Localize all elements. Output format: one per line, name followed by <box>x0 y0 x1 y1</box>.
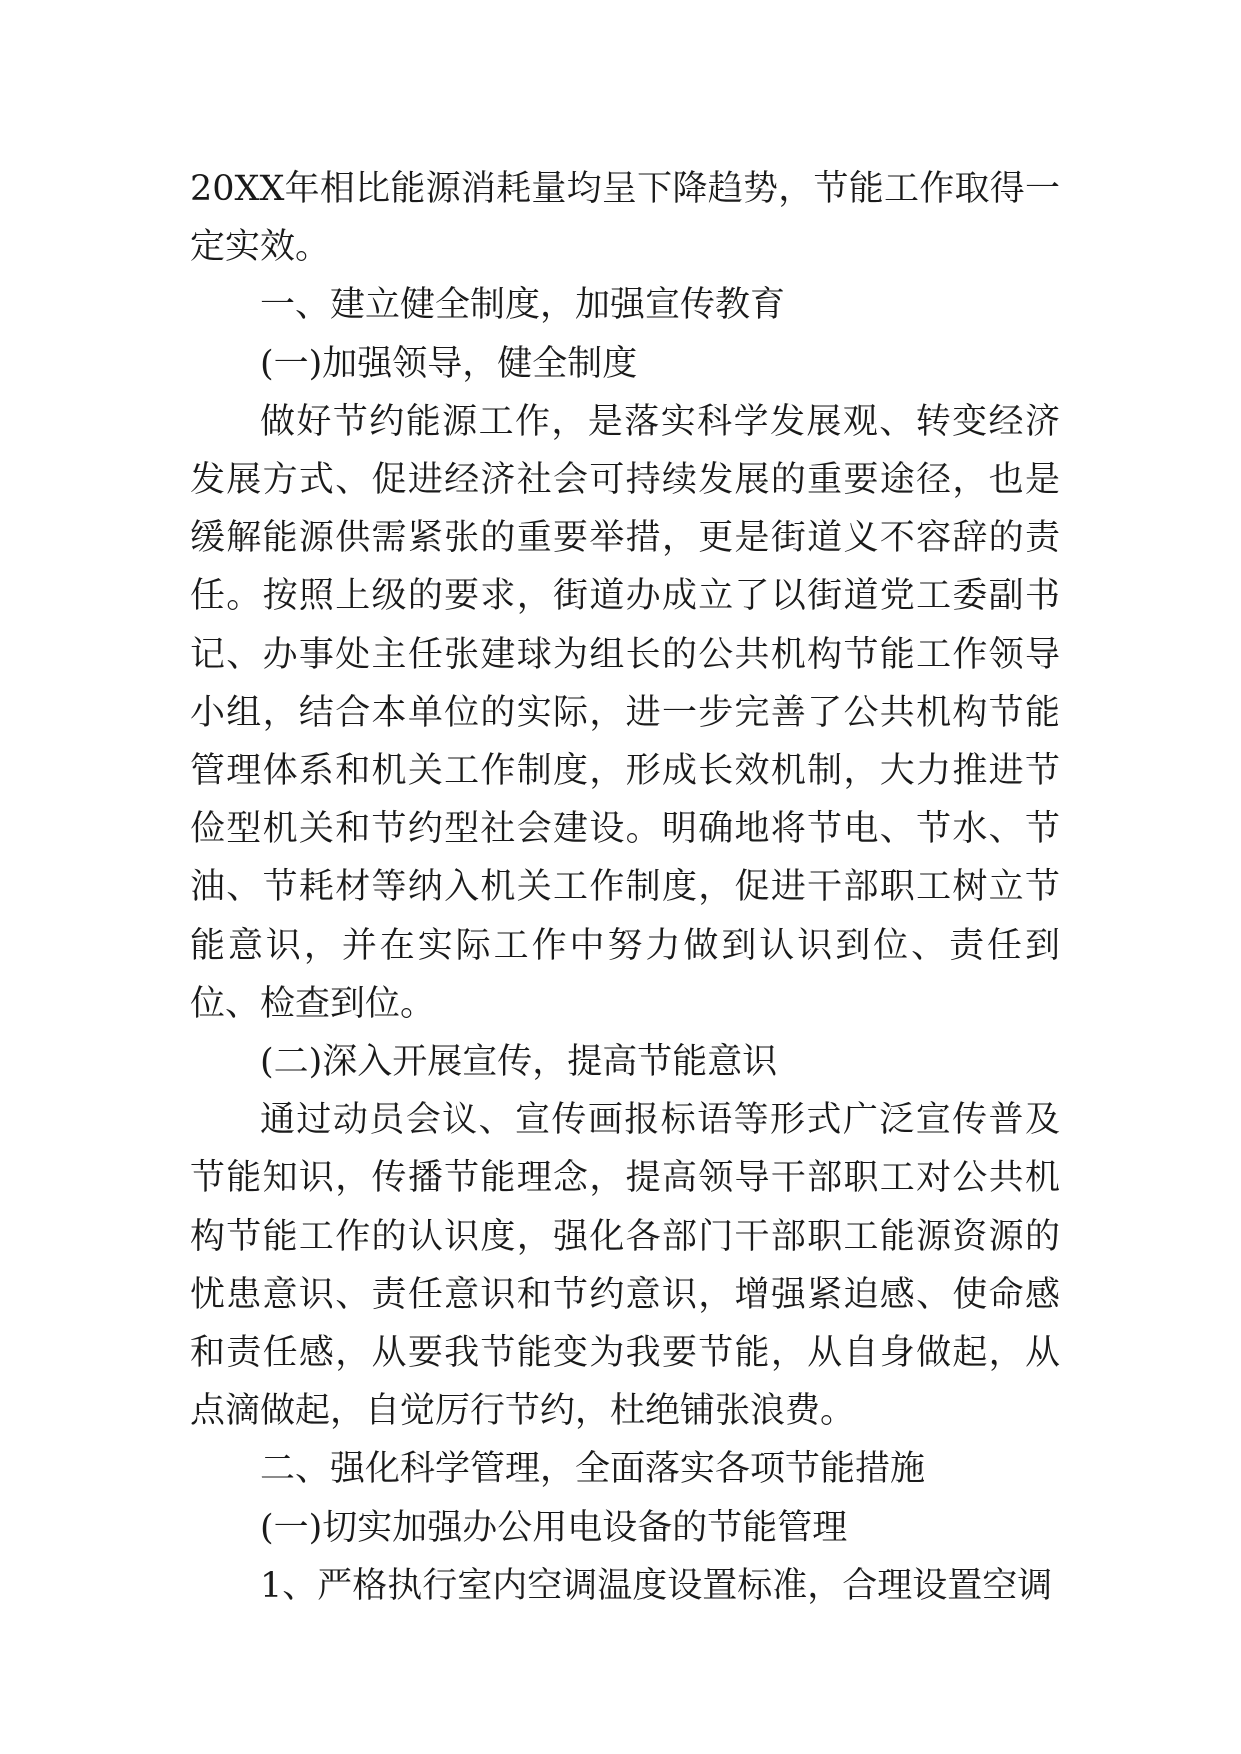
subsection-heading-1-1: (一)加强领导，健全制度 <box>260 343 638 384</box>
subsection-heading-2-1: (一)切实加强办公用电设备的节能管理 <box>260 1507 848 1548</box>
body-paragraph-1: 做好节约能源工作，是落实科学发展观、转变经济发展方式、促进经济社会可持续发展的重要途径，也是缓解能源供需紧张的重要举措，更是街道义不容辞的责任。按照上级的要求，街道办成立了以街道党工委副书记、办事处主任张建球为组长的公共机构节能工作领导小组，结合本单位的实际，进一步完善了公共机构节能管理体系和机关工作制度，形成长效机制，大力推进节俭型机关和节约型社会建设。明确地将节电、节水、节油、节耗材等纳入机关工作制度，促进干部职工树立节能意识，并在实际工作中努力做到认识到位、责任到位、检查到位。 <box>190 401 1060 1024</box>
body-paragraph-3: 1、严格执行室内空调温度设置标准，合理设置空调 <box>260 1565 1053 1606</box>
continuation-paragraph: 20XX年相比能源消耗量均呈下降趋势，节能工作取得一定实效。 <box>190 169 1060 268</box>
body-paragraph-2: 通过动员会议、宣传画报标语等形式广泛宣传普及节能知识，传播节能理念，提高领导干部职工对公共机构节能工作的认识度，强化各部门干部职工能源资源的忧患意识、责任意识和节约意识，增强紧迫感、使命感和责任感，从要我节能变为我要节能，从自身做起，从点滴做起，自觉厉行节约，杜绝铺张浪费。 <box>190 1100 1060 1432</box>
document-body <box>190 160 1060 1615</box>
subsection-heading-1-2: (二)深入开展宣传，提高节能意识 <box>260 1042 778 1083</box>
section-heading-1: 一、建立健全制度，加强宣传教育 <box>260 285 786 326</box>
section-heading-2: 二、强化科学管理，全面落实各项节能措施 <box>260 1449 926 1490</box>
